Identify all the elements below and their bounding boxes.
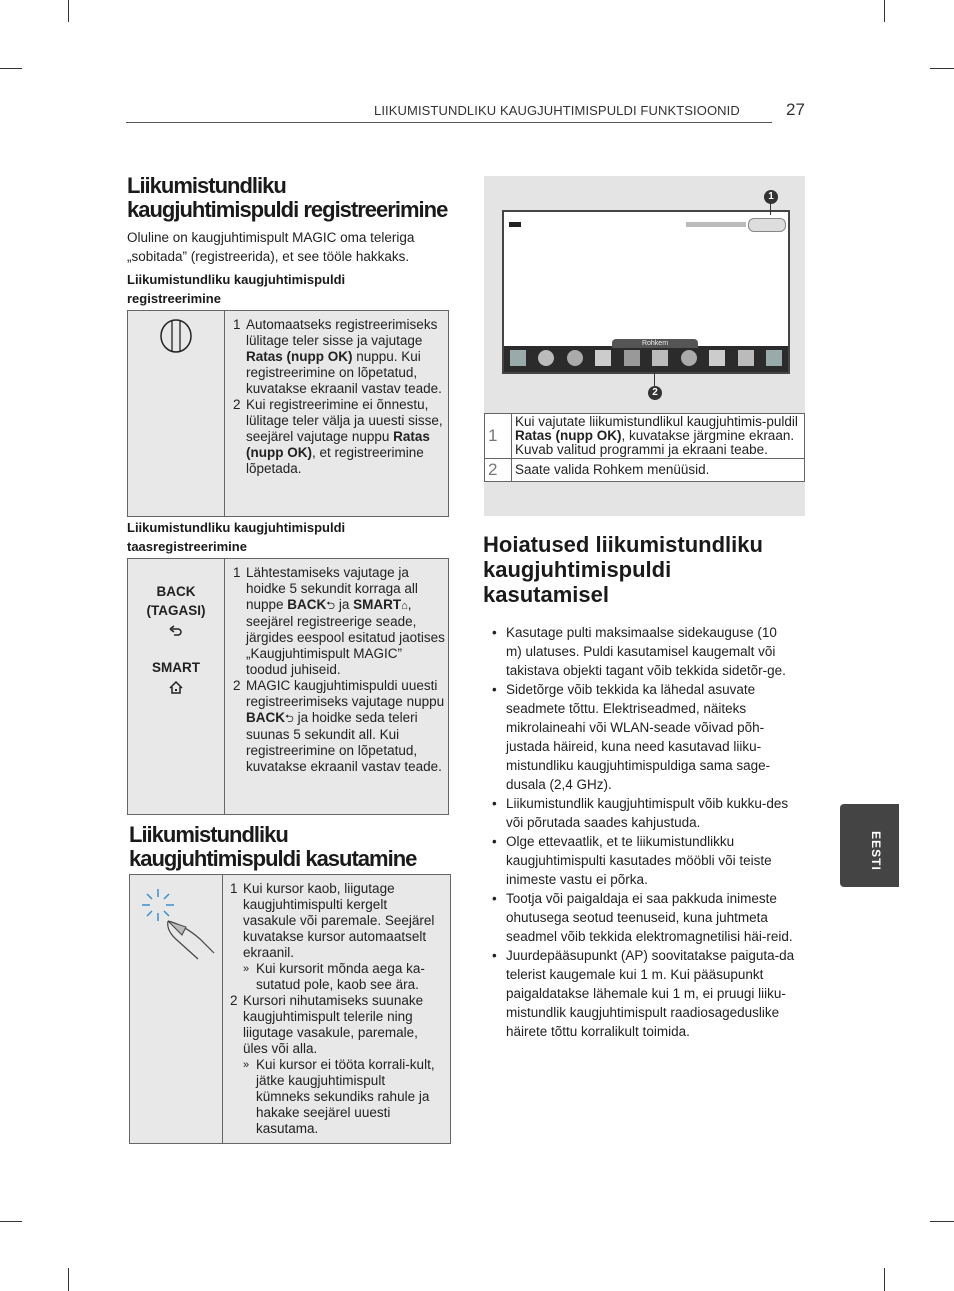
- menu-item-icon: [738, 350, 754, 366]
- info-button: [748, 218, 786, 232]
- usage-instruction-box: 1 Kui kursor kaob, liigutage kaugjuhtimispulti kergelt vasakule või paremale. Seejärel kuvatakse kursor automaatselt ekraanil. » Kui kursorit mõnda aega ka-sutatud pole, kaob see ära. 2 Kursori nihutamiseks suunake kaugjuhtimispult telerile ning liigutage vasakule, paremale, üles või alla. » Kui kursor ei tööta korrali-kult, jätke kaugjuhtimispult kümneks sekundiks rahule ja hakake seejärel uuesti kasutama.: [129, 874, 451, 1144]
- channel-indicator: [509, 222, 521, 227]
- language-tab: EESTI: [840, 804, 899, 887]
- row-text: Kui vajutate liikumistundlikul kaugjuhtimis-puldil Ratas (nupp OK), kuvatakse järgmine ekraan. Kuvab valitud programmi ja ekraani teabe.: [512, 414, 805, 459]
- menu-item-icon: [652, 350, 668, 366]
- page-number: 27: [786, 100, 805, 119]
- back-icon: ⮌: [285, 713, 294, 725]
- usage-title: Liikumistundliku kaugjuhtimispuldi kasutamine: [129, 822, 417, 871]
- list-item: • Kasutage pulti maksimaalse sidekauguse (10 m) ulatuses. Puldi kasutamisel kaugemalt või takistava objekti tagant võib tekkida sidetõr-ge.: [490, 623, 795, 680]
- menu-item-icon: [567, 350, 583, 366]
- row-number: 2: [485, 459, 512, 482]
- row-number: 1: [485, 414, 512, 459]
- home-icon: ⌂: [401, 600, 408, 612]
- menu-item-icon: [538, 350, 554, 366]
- crop-mark: [0, 1221, 22, 1222]
- menu-item-icon: [595, 350, 611, 366]
- wheel-button-icon: [159, 318, 193, 354]
- menu-item-icon: [510, 350, 526, 366]
- registration-title: Liikumistundliku kaugjuhtimispuldi registreerimine: [127, 173, 448, 222]
- info-bar: [686, 222, 746, 227]
- remote-pointing-icon: [138, 887, 218, 967]
- callout-1-leader: [770, 203, 771, 215]
- table-row: [485, 459, 805, 482]
- reregistration-subheading: Liikumistundliku kaugjuhtimispuldi taasregistreerimine: [127, 520, 346, 554]
- back-button-label: BACK (TAGASI): [146, 584, 206, 618]
- crop-mark: [884, 0, 885, 22]
- callout-2: 2: [648, 386, 662, 400]
- crop-mark: [930, 1221, 954, 1222]
- smart-button-label: SMART: [152, 660, 200, 675]
- menu-item-icon: [766, 350, 782, 366]
- table-row: [485, 414, 805, 459]
- list-item: • Liikumistundlik kaugjuhtimispult võib kukku-des või põrutada saades kahjustuda.: [490, 794, 795, 832]
- tv-screen: [502, 210, 790, 374]
- list-item: • Tootja või paigaldaja ei saa pakkuda inimeste ohutusega seotud teenuseid, kuna juhtmeta seadmel võib tekkida elektromagnetilisi häi-reid.: [490, 889, 795, 946]
- more-label: Rohkem: [641, 340, 669, 347]
- back-icon: [169, 625, 183, 637]
- callout-table: [484, 413, 805, 482]
- home-icon: [169, 681, 183, 694]
- menu-item-icon: [681, 350, 697, 366]
- crop-mark: [68, 1268, 69, 1291]
- crop-mark: [68, 0, 69, 22]
- warnings-list: [490, 623, 795, 1041]
- list-item: • Juurdepääsupunkt (AP) soovitatakse paiguta-da telerist kaugemale kui 1 m. Kui pääsupunkt paigaldatakse lähemale kui 1 m, ei pruugi liiku-mistundlik kaugjuhtimispult raadiosageduslike häirete tõttu korralikult toimida.: [490, 946, 795, 1041]
- reregistration-instruction-box: BACK (TAGASI) SMART 1 Lähtestamiseks vajutage ja hoidke 5 sekundit korraga all nuppe BACK⮌ ja SMART⌂, seejärel registreerige seade, järgides eespool esitatud jaotises „Kaugjuhtimispult MAGIC” toodud juhiseid. 2 MAGIC kaugjuhtimispuldi uuesti registreerimiseks vajutage nuppu BACK⮌ ja hoidke seda teleri suunas 5 sekundit all. Kui registreerimine on lõpetatud, kuvatakse ekraanil vastav teade.: [127, 558, 449, 815]
- callout-1: 1: [764, 190, 778, 204]
- crop-mark: [930, 68, 954, 69]
- crop-mark: [0, 68, 22, 69]
- list-item: • Sidetõrge võib tekkida ka lähedal asuvate seadmete tõttu. Elektriseadmed, näiteks mikrolaineahi või WLAN-seade võivad põh-justada häireid, kuna need kasutavad liiku-mistundliku kaugjuhtimispuldiga sama sage-dusala (2,4 GHz).: [490, 680, 795, 794]
- registration-instruction-box: 1 Automaatseks registreerimiseks lülitage teler sisse ja vajutage Ratas (nupp OK) nuppu. Kui registreerimine on lõpetatud, kuvatakse ekraanil vastav teade. 2 Kui registreerimine ei õnnestu, lülitage teler välja ja uuesti sisse, seejärel vajutage nuppu Ratas (nupp OK), et registreerimine lõpetada.: [127, 310, 449, 517]
- running-header: LIIKUMISTUNDLIKU KAUGJUHTIMISPULDI FUNKTSIOONID: [374, 103, 740, 118]
- registration-subheading: Liikumistundliku kaugjuhtimispuldi registreerimine: [127, 272, 346, 306]
- registration-intro: Oluline on kaugjuhtimispult MAGIC oma teleriga „sobitada” (registreerida), et see tööle hakkaks.: [127, 230, 415, 264]
- back-icon: ⮌: [326, 600, 336, 612]
- crop-mark: [884, 1268, 885, 1291]
- header-rule: [126, 122, 772, 123]
- menu-item-icon: [709, 350, 725, 366]
- menu-icon-row: [510, 350, 782, 368]
- row-text: Saate valida Rohkem menüüsid.: [512, 459, 805, 482]
- callout-2-leader: [654, 372, 655, 386]
- warnings-title: Hoiatused liikumistundliku kaugjuhtimispuldi kasutamisel: [483, 532, 763, 607]
- list-item: • Olge ettevaatlik, et te liikumistundlikku kaugjuhtimispulti kasutades mööbli või teiste inimeste vastu ei põrka.: [490, 832, 795, 889]
- menu-item-icon: [624, 350, 640, 366]
